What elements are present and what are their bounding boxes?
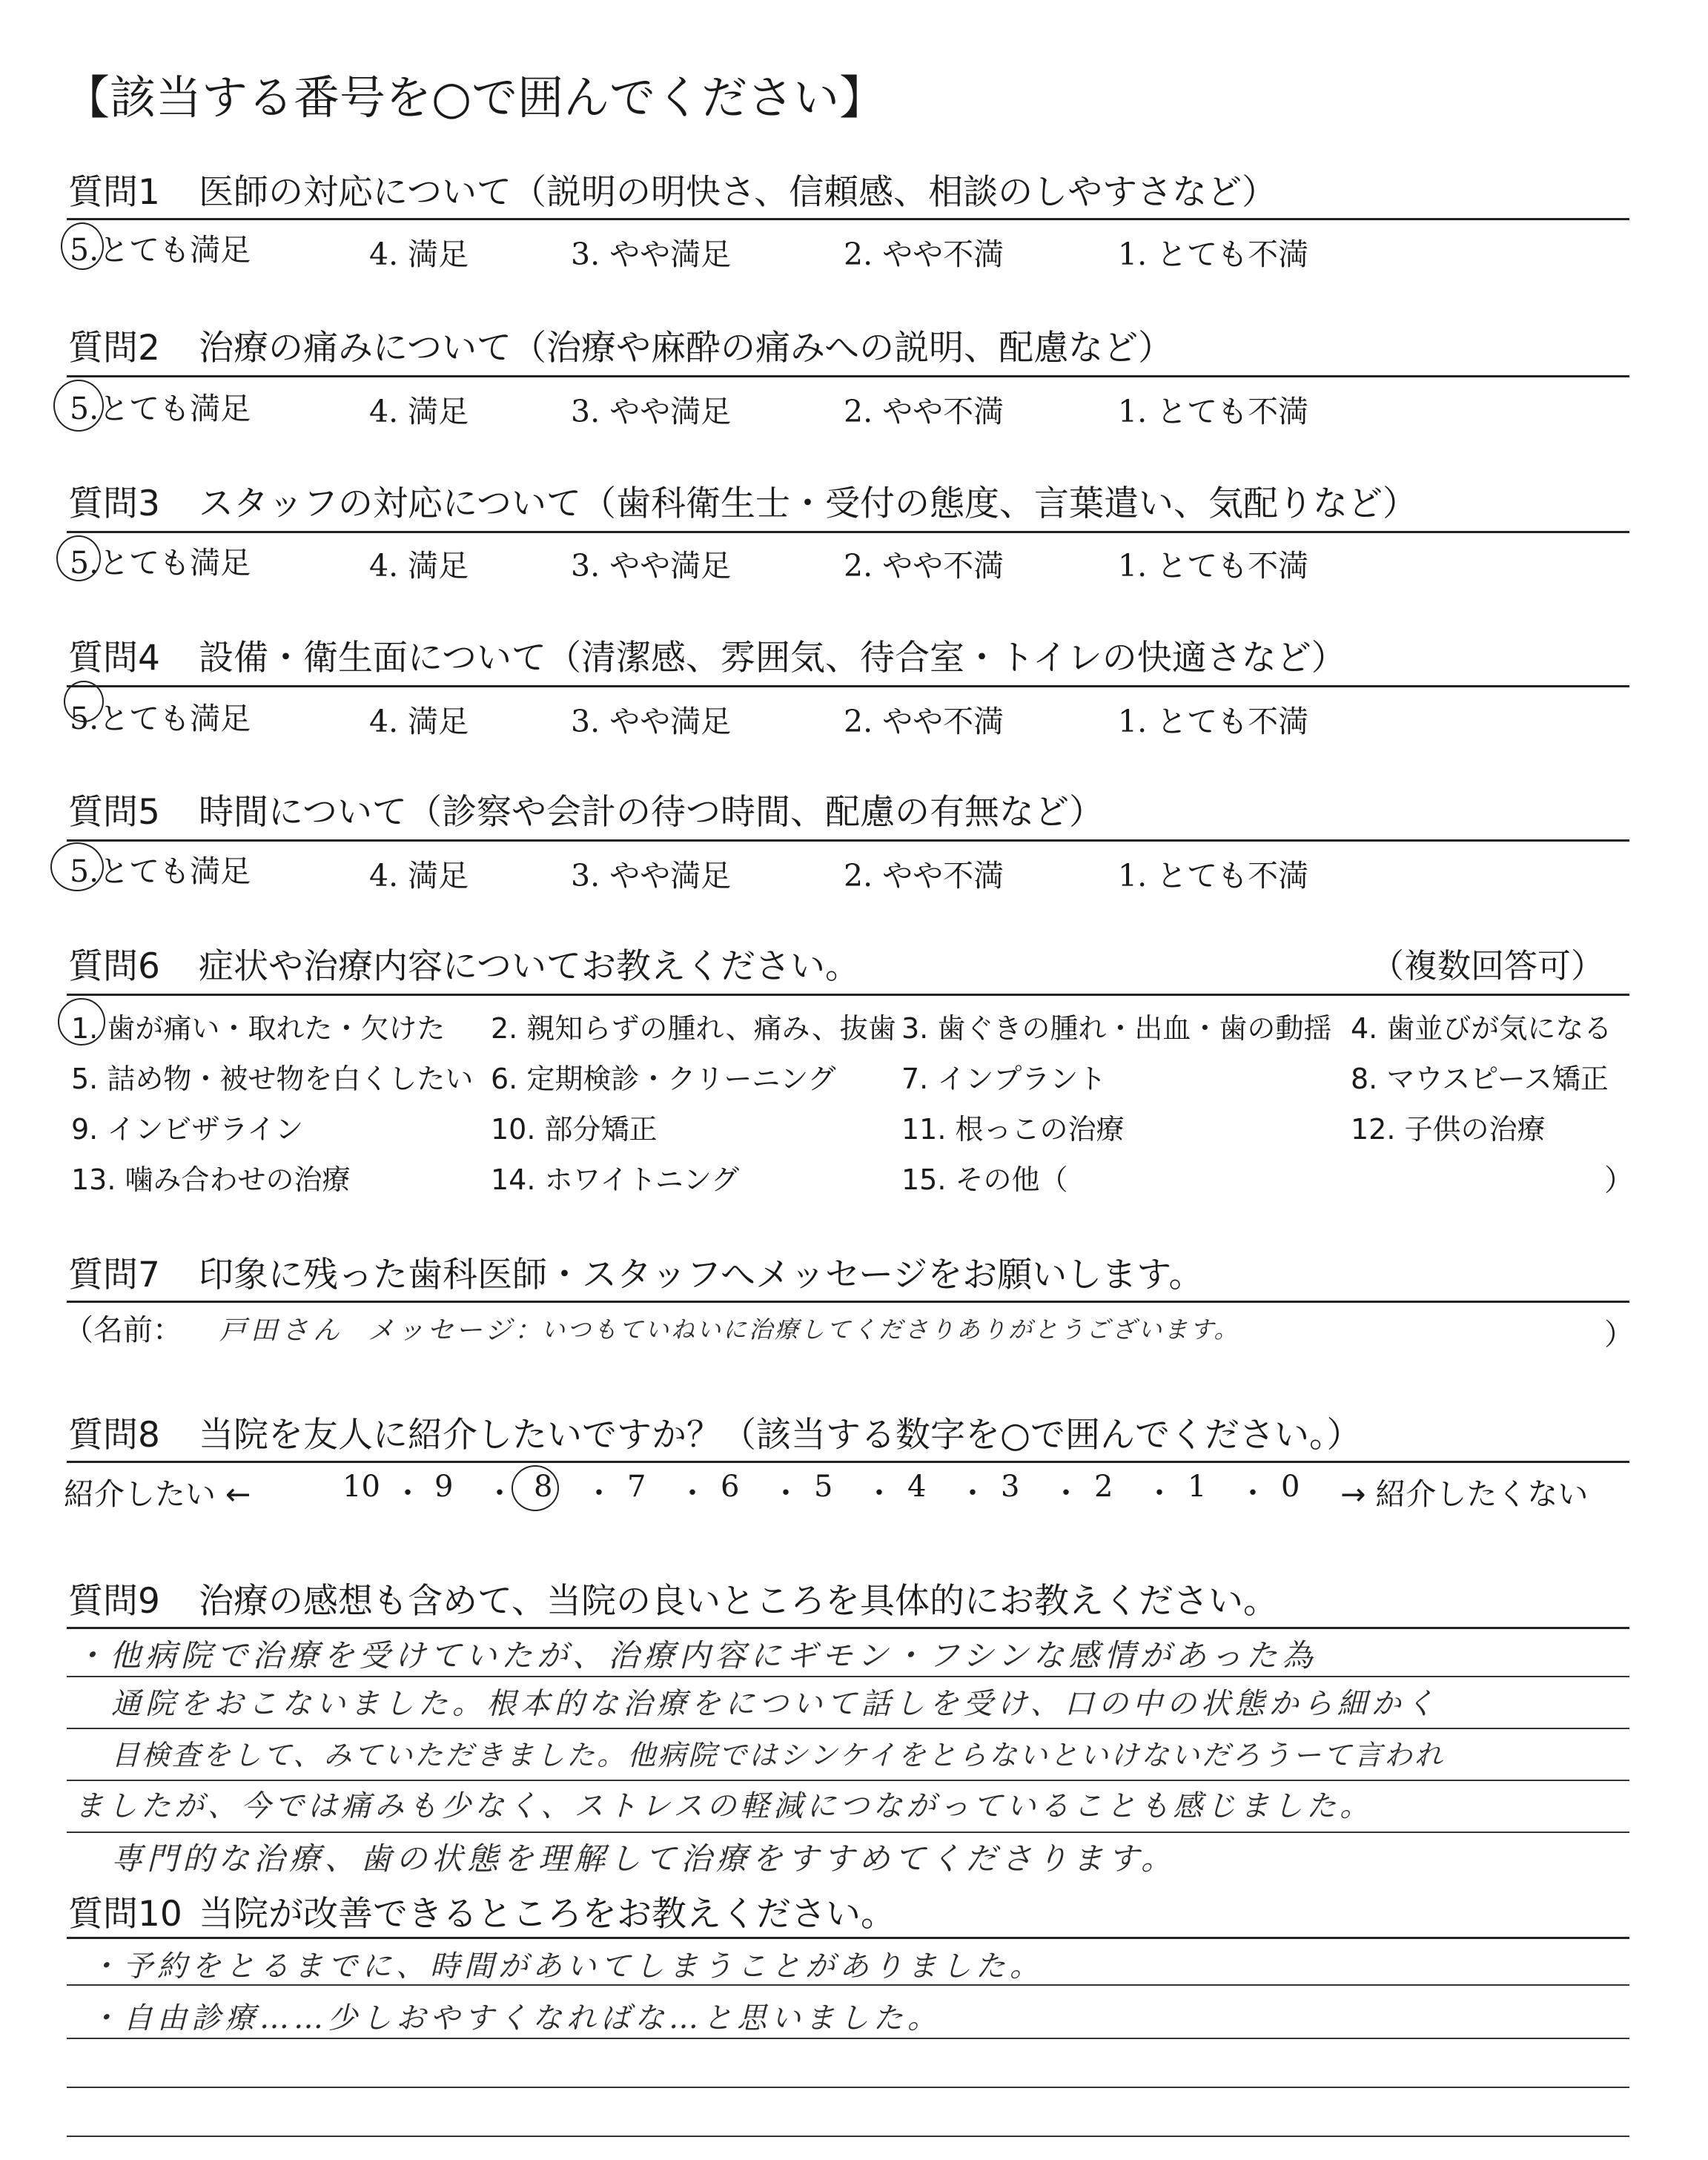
q5-option-3[interactable]: 3. やや満足 — [571, 858, 732, 894]
q9-answer-line-2[interactable]: 通院をおこないました。根本的な治療をについて話しを受け、口の中の状態から細かく — [111, 1687, 1440, 1721]
question-2-number: 質問2 — [68, 328, 160, 369]
scale-value-9[interactable]: 9 — [434, 1470, 454, 1504]
scale-separator: ・ — [584, 1476, 614, 1510]
divider — [67, 994, 1629, 996]
q9-answer-line-3[interactable]: 目検査をして、みていただきました。他病院ではシンケイをとらないといけないだろうーて言われ — [111, 1739, 1445, 1771]
answer-line — [67, 2136, 1629, 2137]
question-2 — [68, 320, 1173, 370]
scale-value-4[interactable]: 4 — [907, 1470, 927, 1504]
answer-line — [67, 1728, 1629, 1729]
q6-item-14[interactable]: 14. ホワイトニング — [491, 1163, 740, 1196]
q6-item-6[interactable]: 6. 定期検診・クリーニング — [491, 1063, 836, 1095]
scale-value-7[interactable]: 7 — [627, 1470, 646, 1504]
scale-separator: ・ — [771, 1476, 801, 1510]
question-4-number: 質問4 — [68, 638, 160, 678]
q3-option-1[interactable]: 1. とても不満 — [1118, 548, 1309, 584]
question-10-number: 質問10 — [68, 1894, 182, 1935]
question-3 — [68, 476, 1417, 526]
q6-item-8[interactable]: 8. マウスピース矯正 — [1351, 1063, 1609, 1095]
question-1-text: 医師の対応について（説明の明快さ、信頼感、相談のしやすさなど） — [199, 172, 1277, 213]
question-6-number: 質問6 — [68, 946, 160, 987]
q5-option-5[interactable]: 5.とても満足 — [70, 853, 251, 889]
divider — [67, 839, 1629, 842]
q6-item-4[interactable]: 4. 歯並びが気になる — [1351, 1012, 1612, 1045]
q3-option-5[interactable]: 5.とても満足 — [70, 545, 251, 581]
q9-answer-line-4[interactable]: ましたが、今では痛みも少なく、ストレスの軽減につながっていることも感じました。 — [74, 1789, 1374, 1823]
scale-value-3[interactable]: 3 — [1001, 1470, 1020, 1504]
divider — [67, 531, 1629, 533]
question-7-number: 質問7 — [68, 1255, 160, 1295]
scale-separator: ・ — [958, 1476, 987, 1510]
multiple-answer-note: （複数回答可） — [1370, 946, 1604, 985]
q2-option-1[interactable]: 1. とても不満 — [1118, 394, 1309, 429]
question-7 — [68, 1247, 1203, 1297]
q1-option-1[interactable]: 1. とても不満 — [1118, 237, 1309, 272]
question-5-number: 質問5 — [68, 792, 160, 833]
name-value[interactable]: 戸田さん — [219, 1315, 345, 1346]
answer-line — [67, 1676, 1629, 1677]
question-4-text: 設備・衛生面について（清潔感、雰囲気、待合室・トイレの快適さなど） — [199, 638, 1346, 678]
question-10-text: 当院が改善できるところをお教えください。 — [199, 1894, 896, 1935]
scale-value-1[interactable]: 1 — [1188, 1470, 1207, 1504]
q2-option-4[interactable]: 4. 満足 — [369, 394, 469, 429]
divider — [67, 218, 1629, 220]
recommend-left-label: 紹介したい ← — [64, 1476, 251, 1512]
q2-option-5[interactable]: 5.とても満足 — [70, 391, 251, 426]
question-7-text: 印象に残った歯科医師・スタッフへメッセージをお願いします。 — [199, 1255, 1204, 1295]
question-1-number: 質問1 — [68, 172, 160, 213]
q5-option-4[interactable]: 4. 満足 — [369, 858, 469, 894]
answer-line — [67, 1984, 1629, 1986]
question-5-text: 時間について（診察や会計の待つ時間、配慮の有無など） — [199, 792, 1105, 833]
scale-value-8[interactable]: 8 — [534, 1470, 553, 1504]
message-label: メッセージ： — [368, 1315, 544, 1346]
q1-option-2[interactable]: 2. やや不満 — [844, 237, 1004, 272]
q9-answer-line-5[interactable]: 専門的な治療、歯の状態を理解して治療をすすめてくださります。 — [111, 1840, 1177, 1877]
q5-option-2[interactable]: 2. やや不満 — [844, 858, 1004, 894]
divider — [67, 375, 1629, 377]
question-4 — [68, 630, 1346, 680]
q1-option-3[interactable]: 3. やや満足 — [571, 237, 732, 272]
recommend-right-label: → 紹介したくない — [1340, 1476, 1589, 1512]
divider — [67, 1627, 1629, 1629]
q7-close-paren: ） — [1604, 1318, 1634, 1352]
q4-option-4[interactable]: 4. 満足 — [369, 704, 469, 739]
page-title: 【該当する番号を○で囲んでください】 — [64, 70, 886, 125]
divider — [67, 1937, 1629, 1939]
q10-answer-line-2[interactable]: ・自由診療……少しおやすくなればな…と思いました。 — [89, 2001, 941, 2035]
question-10 — [68, 1886, 896, 1936]
question-8-text: 当院を友人に紹介したいですか？（該当する数字を○で囲んでください。） — [199, 1415, 1362, 1456]
divider — [67, 1461, 1629, 1463]
question-9 — [68, 1573, 1278, 1623]
question-9-number: 質問9 — [68, 1581, 160, 1622]
question-6 — [68, 939, 860, 988]
scale-separator: ・ — [485, 1476, 514, 1510]
q4-option-1[interactable]: 1. とても不満 — [1118, 704, 1309, 739]
divider — [67, 685, 1629, 687]
q1-option-5[interactable]: 5.とても満足 — [70, 232, 251, 268]
scale-value-6[interactable]: 6 — [721, 1470, 740, 1504]
q2-option-2[interactable]: 2. やや不満 — [844, 394, 1004, 429]
scale-value-5[interactable]: 5 — [814, 1470, 833, 1504]
q6-item-7[interactable]: 7. インプラント — [901, 1063, 1107, 1095]
question-8 — [68, 1407, 1362, 1457]
question-3-number: 質問3 — [68, 483, 160, 524]
scale-separator: ・ — [393, 1476, 423, 1510]
scale-value-2[interactable]: 2 — [1094, 1470, 1113, 1504]
answer-line — [67, 1832, 1629, 1833]
q5-option-1[interactable]: 1. とても不満 — [1118, 858, 1309, 894]
q6-item-11[interactable]: 11. 根っこの治療 — [901, 1113, 1125, 1146]
question-8-number: 質問8 — [68, 1415, 160, 1456]
name-label: （名前： — [64, 1313, 182, 1347]
q6-item-12[interactable]: 12. 子供の治療 — [1351, 1113, 1546, 1146]
q6-item-9[interactable]: 9. インビザライン — [71, 1113, 304, 1146]
q6-item-1[interactable]: 1. 歯が痛い・取れた・欠けた — [71, 1012, 446, 1045]
q10-answer-line-1[interactable]: ・予約をとるまでに、時間があいてしまうことがありました。 — [89, 1949, 1044, 1984]
scale-separator: ・ — [1238, 1476, 1268, 1510]
q6-item-5[interactable]: 5. 詰め物・被せ物を白くしたい — [71, 1063, 474, 1095]
question-1 — [68, 165, 1277, 214]
divider — [67, 1301, 1629, 1303]
question-6-text: 症状や治療内容についてお教えください。 — [199, 946, 861, 987]
q6-close-paren: ） — [1604, 1163, 1634, 1198]
scale-separator: ・ — [1145, 1476, 1174, 1510]
q4-option-5[interactable]: 5.とても満足 — [70, 701, 251, 736]
question-9-text: 治療の感想も含めて、当院の良いところを具体的にお教えください。 — [199, 1581, 1279, 1622]
q6-item-15[interactable]: 15. その他（ — [901, 1163, 1068, 1196]
answer-line — [67, 2087, 1629, 2088]
answer-line — [67, 1780, 1629, 1781]
question-2-text: 治療の痛みについて（治療や麻酔の痛みへの説明、配慮など） — [199, 328, 1174, 369]
scale-separator: ・ — [678, 1476, 707, 1510]
scale-value-10[interactable]: 10 — [342, 1470, 380, 1504]
q3-option-4[interactable]: 4. 満足 — [369, 548, 469, 584]
scale-value-0[interactable]: 0 — [1281, 1470, 1300, 1504]
scale-separator: ・ — [864, 1476, 894, 1510]
question-5 — [68, 785, 1104, 834]
q4-option-2[interactable]: 2. やや不満 — [844, 704, 1004, 739]
q9-answer-line-1[interactable]: ・他病院で治療を受けていたが、治療内容にギモン・フシンな感情があった為 — [74, 1637, 1317, 1674]
question-3-text: スタッフの対応について（歯科衛生士・受付の態度、言葉遣い、気配りなど） — [199, 483, 1418, 524]
answer-line — [67, 2038, 1629, 2039]
message-value[interactable]: いつもていねいに治療してくださりありがとうございます。 — [541, 1315, 1240, 1344]
q6-item-3[interactable]: 3. 歯ぐきの腫れ・出血・歯の動揺 — [901, 1012, 1332, 1045]
q2-option-3[interactable]: 3. やや満足 — [571, 394, 732, 429]
q1-option-4[interactable]: 4. 満足 — [369, 237, 469, 272]
q3-option-3[interactable]: 3. やや満足 — [571, 548, 732, 584]
q4-option-3[interactable]: 3. やや満足 — [571, 704, 732, 739]
q6-item-2[interactable]: 2. 親知らずの腫れ、痛み、抜歯 — [491, 1012, 896, 1045]
scale-separator: ・ — [1051, 1476, 1081, 1510]
q6-item-10[interactable]: 10. 部分矯正 — [491, 1113, 658, 1146]
q3-option-2[interactable]: 2. やや不満 — [844, 548, 1004, 584]
q6-item-13[interactable]: 13. 噛み合わせの治療 — [71, 1163, 351, 1196]
